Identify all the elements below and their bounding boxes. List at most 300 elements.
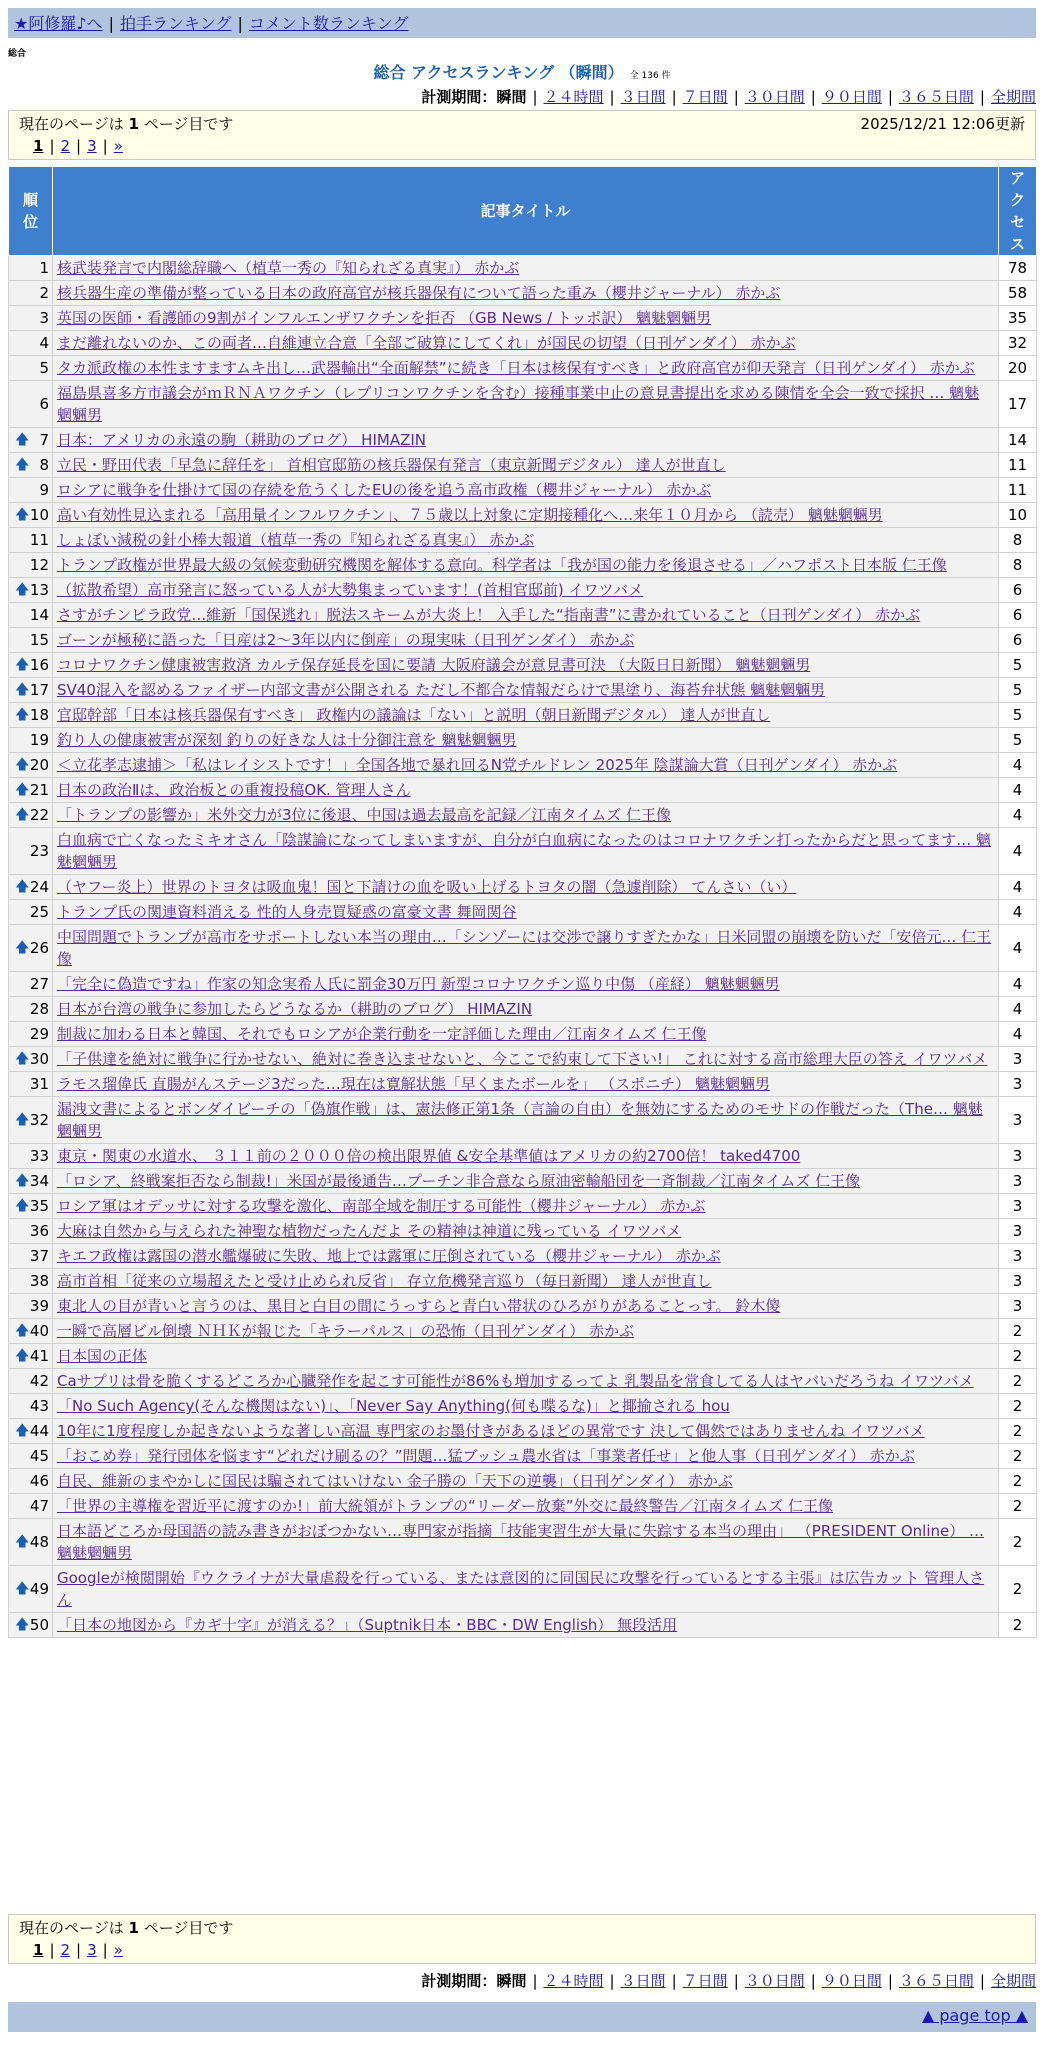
article-link[interactable]: ラモス瑠偉氏 直腸がんステージ3だった…現在は寛解状態「早くまたボールを」 （スポニチ） 魑魅魍魎男 — [57, 1075, 770, 1093]
table-row — [9, 1194, 1037, 1219]
access-count: 14 — [999, 428, 1037, 453]
page-title: 総合 アクセスランキング （瞬間） — [373, 63, 624, 82]
title-cell — [53, 1144, 999, 1169]
rank-number: 13 — [29, 581, 49, 599]
arrow-up-icon: 🡅 — [15, 1112, 30, 1128]
rank-cell — [9, 453, 53, 478]
rank-number: 23 — [29, 842, 49, 860]
period-option-link[interactable]: ３日間 — [620, 1972, 666, 1990]
table-row — [9, 778, 1037, 803]
title-cell — [53, 281, 999, 306]
access-count: 3 — [999, 1269, 1037, 1294]
article-link[interactable]: キエフ政権は露国の潜水艦爆破に失敗、地上では露軍に圧倒されている（櫻井ジャーナル） 赤かぶ — [57, 1247, 721, 1265]
arrow-up-icon: 🡅 — [15, 879, 30, 895]
rank-number: 45 — [29, 1447, 49, 1465]
period-option-link[interactable]: ３０日間 — [744, 88, 805, 106]
article-link[interactable]: 「おこめ券」発行団体を悩ます“どれだけ刷るの？”問題…猛ブッシュ農水省は「事業者任せ」と他人事（日刊ゲンダイ） 赤かぶ — [57, 1447, 915, 1465]
table-row — [9, 603, 1037, 628]
period-separator: | — [532, 1972, 538, 1990]
period-option-link[interactable]: ３６５日間 — [898, 1972, 974, 1990]
nav-separator: | — [108, 14, 114, 33]
arrow-up-icon: 🡅 — [15, 507, 30, 523]
title-cell — [53, 1072, 999, 1097]
access-count: 3 — [999, 1072, 1037, 1097]
article-link[interactable]: しょぼい減税の針小棒大報道（植草一秀の『知られざる真実』） 赤かぶ — [57, 531, 535, 549]
article-link[interactable]: ゴーンが極秘に語った「日産は2～3年以内に倒産」の現実味（日刊ゲンダイ） 赤かぶ — [57, 631, 635, 649]
table-row — [9, 1244, 1037, 1269]
arrow-up-icon: 🡅 — [15, 757, 30, 773]
access-count: 8 — [999, 528, 1037, 553]
arrow-up-icon: 🡅 — [15, 1323, 30, 1339]
arrow-up-icon: 🡅 — [15, 457, 30, 473]
period-option-link[interactable]: ３６５日間 — [898, 88, 974, 106]
title-cell — [53, 1444, 999, 1469]
rank-cell — [9, 256, 53, 281]
title-cell — [53, 1419, 999, 1444]
period-option-link[interactable]: 全期間 — [990, 88, 1036, 106]
arrow-up-icon: 🡅 — [15, 707, 30, 723]
rank-cell — [9, 1444, 53, 1469]
article-link[interactable]: 一瞬で高層ビル倒壊 ＮＨＫが報じた「キラーパルス」の恐怖（日刊ゲンダイ） 赤かぶ — [57, 1322, 635, 1340]
article-link[interactable]: 釣り人の健康被害が深刻 釣りの好きな人は十分御注意を 魑魅魍魎男 — [57, 731, 517, 749]
rank-number: 30 — [29, 1050, 49, 1068]
title-cell — [53, 356, 999, 381]
period-option-link[interactable]: ３０日間 — [744, 1972, 805, 1990]
table-row — [9, 528, 1037, 553]
table-row — [9, 306, 1037, 331]
article-link[interactable]: 高い有効性見込まれる「高用量インフルワクチン」、７５歳以上対象に定期接種化へ…来年１０月から （読売） 魑魅魍魎男 — [57, 506, 883, 524]
table-row — [9, 753, 1037, 778]
article-link[interactable]: ロシア軍はオデッサに対する攻撃を激化、南部全域を制圧する可能性（櫻井ジャーナル） 赤かぶ — [57, 1197, 706, 1215]
article-link[interactable]: 自民、維新のまやかしに国民は騙されてはいけない 金子勝の「天下の逆襲」（日刊ゲンダイ） 赤かぶ — [57, 1472, 733, 1490]
rank-cell — [9, 553, 53, 578]
article-link[interactable]: 英国の医師・看護師の9割がインフルエンザワクチンを拒否 （GB News / トッポ訳） 魑魅魍魎男 — [57, 309, 712, 327]
category-label: 総合 — [8, 49, 27, 59]
page-current: 1 — [33, 1941, 44, 1959]
table-row — [9, 728, 1037, 753]
arrow-up-icon: 🡅 — [15, 782, 30, 798]
article-link[interactable]: 10年に1度程度しか起きないような著しい高温 専門家のお墨付きがあるほどの異常です 決して偶然ではありませんね イワツバメ — [57, 1422, 925, 1440]
article-link[interactable]: （ヤフー炎上）世界のトヨタは吸血鬼！国と下請けの血を吸い上げるトヨタの闇（急遽削除） てんさい（い） — [57, 878, 797, 896]
rank-cell — [9, 875, 53, 900]
table-row — [9, 1613, 1037, 1638]
access-count: 6 — [999, 603, 1037, 628]
rank-cell — [9, 428, 53, 453]
title-cell — [53, 1566, 999, 1613]
period-option-link[interactable]: ９０日間 — [821, 1972, 882, 1990]
rank-number: 44 — [29, 1422, 49, 1440]
article-link[interactable]: SV40混入を認めるファイザー内部文書が公開される ただし不都合な情報だらけで黒塗り、海苔弁状態 魑魅魍魎男 — [57, 681, 826, 699]
access-count: 3 — [999, 1194, 1037, 1219]
title-cell — [53, 1244, 999, 1269]
article-link[interactable]: まだ離れないのか、この両者…自維連立合意「全部ご破算にしてくれ」が国民の切望（日刊ゲンダイ） 赤かぶ — [57, 334, 796, 352]
rank-cell — [9, 972, 53, 997]
page-status-prefix: 現在のページは — [19, 115, 124, 133]
rank-cell — [9, 1194, 53, 1219]
table-row — [9, 553, 1037, 578]
arrow-up-icon: 🡅 — [15, 1051, 30, 1067]
table-row — [9, 1519, 1037, 1566]
title-cell — [53, 1344, 999, 1369]
access-count: 4 — [999, 1022, 1037, 1047]
rank-cell — [9, 1394, 53, 1419]
rank-number: 18 — [29, 706, 49, 724]
article-link[interactable]: トランプ政権が世界最大級の気候変動研究機関を解体する意向。科学者は「我が国の能力を後退させる」／ハフポスト日本版 仁王像 — [57, 556, 947, 574]
rank-number: 22 — [29, 806, 49, 824]
rank-cell — [9, 925, 53, 972]
table-row — [9, 828, 1037, 875]
rank-number: 12 — [29, 556, 49, 574]
rank-cell — [9, 356, 53, 381]
title-cell — [53, 603, 999, 628]
period-option-link[interactable]: 全期間 — [990, 1972, 1036, 1990]
access-count: 3 — [999, 1169, 1037, 1194]
rank-number: 11 — [29, 531, 49, 549]
title-cell — [53, 306, 999, 331]
title-cell — [53, 653, 999, 678]
ranking-heading — [0, 60, 1044, 83]
access-count: 4 — [999, 900, 1037, 925]
table-header-row — [9, 167, 1037, 256]
rank-cell — [9, 900, 53, 925]
article-link[interactable]: コロナワクチン健康被害救済 カルテ保存延長を国に要請 大阪府議会が意見書可決 （大阪日日新聞） 魑魅魍魎男 — [57, 656, 811, 674]
rank-number: 48 — [29, 1533, 49, 1551]
rank-cell — [9, 653, 53, 678]
page-link[interactable]: 3 — [87, 137, 97, 155]
rank-number: 46 — [29, 1472, 49, 1490]
page-link[interactable]: 2 — [60, 137, 71, 155]
pager-bottom — [8, 1914, 1036, 1964]
comment-ranking-link[interactable]: コメント数ランキング — [248, 14, 409, 33]
rank-number: 2 — [39, 284, 49, 302]
table-row — [9, 703, 1037, 728]
rank-cell — [9, 578, 53, 603]
access-count: 2 — [999, 1344, 1037, 1369]
title-cell — [53, 553, 999, 578]
article-link[interactable]: トランプ氏の関連資料消える 性的人身売買疑惑の富豪文書 舞岡関谷 — [57, 903, 517, 921]
table-row — [9, 1022, 1037, 1047]
title-cell — [53, 331, 999, 356]
next-page-link[interactable]: » — [113, 137, 123, 155]
article-link[interactable]: 「世界の主導権を習近平に渡すのか!」前大統領がトランプの“リーダー放棄”外交に最終警告／江南タイムズ 仁王像 — [57, 1497, 834, 1515]
article-link[interactable]: 「完全に偽造ですね」作家の知念実希人氏に罰金30万円 新型コロナワクチン巡り中傷 （産経） 魑魅魍魎男 — [57, 975, 780, 993]
period-option-link[interactable]: ３日間 — [620, 88, 666, 106]
next-page-link[interactable]: » — [113, 1941, 123, 1959]
rank-cell — [9, 1369, 53, 1394]
rank-number: 15 — [29, 631, 49, 649]
rank-cell — [9, 1419, 53, 1444]
article-link[interactable]: 大麻は自然から与えられた神聖な植物だったんだよ その精神は神道に残っている イワツバメ — [57, 1222, 682, 1240]
title-cell — [53, 1494, 999, 1519]
page-status-suffix: ページ目です — [143, 1919, 234, 1937]
article-link[interactable]: Caサプリは骨を脆くするどころか心臓発作を起こす可能性が86%も増加するってよ 乳製品を常食してる人はヤバいだろうね イワツバメ — [57, 1372, 974, 1390]
clap-ranking-link[interactable]: 拍手ランキング — [119, 14, 232, 33]
page-current: 1 — [33, 137, 44, 155]
access-count: 20 — [999, 356, 1037, 381]
rank-cell — [9, 1244, 53, 1269]
rank-cell — [9, 381, 53, 428]
period-option-link[interactable]: ２４時間 — [543, 88, 604, 106]
rank-cell — [9, 1469, 53, 1494]
article-link[interactable]: 日本語どころか母国語の読み書きがおぼつかない…専門家が指摘「技能実習生が大量に失踪する本当の理由」 （PRESIDENT Online） … 魑魅魍魎男 — [57, 1522, 984, 1562]
access-count: 3 — [999, 1144, 1037, 1169]
pagination — [19, 1939, 1025, 1961]
article-link[interactable]: 「日本の地図から『カギ十字』が消える？」（Suptnik日本・BBC・DW English） 無段活用 — [57, 1616, 678, 1634]
pager-status-row — [19, 113, 1025, 135]
table-row — [9, 256, 1037, 281]
page-status-number: 1 — [128, 1919, 139, 1937]
access-count: 8 — [999, 553, 1037, 578]
access-count: 4 — [999, 828, 1037, 875]
article-link[interactable]: ＜立花孝志逮捕＞「私はレイシストです！」全国各地で暴れ回るN党チルドレン 2025年 陰謀論大賞（日刊ゲンダイ） 赤かぶ — [57, 756, 898, 774]
rank-cell — [9, 1294, 53, 1319]
article-link[interactable]: 核兵器生産の準備が整っている日本の政府高官が核兵器保有について語った重み（櫻井ジャーナル） 赤かぶ — [57, 284, 781, 302]
title-cell — [53, 875, 999, 900]
article-link[interactable]: 「トランプの影響か」米外交力が3位に後退、中国は過去最高を記録／江南タイムズ 仁王像 — [57, 806, 672, 824]
arrow-up-icon: 🡅 — [15, 657, 30, 673]
rank-number: 47 — [29, 1497, 49, 1515]
page-status-prefix: 現在のページは — [19, 1919, 124, 1937]
access-count: 5 — [999, 703, 1037, 728]
title-cell — [53, 1319, 999, 1344]
title-cell — [53, 503, 999, 528]
article-link[interactable]: （拡散希望）高市発言に怒っている人が大勢集まっています！(首相官邸前) イワツバメ — [57, 581, 644, 599]
rank-number: 9 — [39, 481, 49, 499]
rank-number: 29 — [29, 1025, 49, 1043]
article-link[interactable]: 「No Such Agency(そんな機関はない)」、「Never Say Anything(何も喋るな)」と揶揄される hou — [57, 1397, 730, 1415]
rank-cell — [9, 503, 53, 528]
article-link[interactable]: ロシアに戦争を仕掛けて国の存続を危うくしたEUの後を追う高市政権（櫻井ジャーナル） 赤かぶ — [57, 481, 712, 499]
period-separator: | — [733, 1972, 739, 1990]
rank-cell — [9, 478, 53, 503]
period-separator: | — [810, 88, 816, 106]
home-link[interactable]: ★阿修羅♪へ — [14, 14, 103, 33]
access-count: 5 — [999, 678, 1037, 703]
rank-cell — [9, 1144, 53, 1169]
title-cell — [53, 778, 999, 803]
table-row — [9, 1494, 1037, 1519]
article-link[interactable]: 福島県喜多方市議会がｍＲＮＡワクチン（レプリコンワクチンを含む）接種事業中止の意見書提出を求める陳情を全会一致で採択 … 魑魅魍魎男 — [57, 384, 980, 424]
rank-number: 50 — [29, 1616, 49, 1634]
article-link[interactable]: Googleが検閲開始『ウクライナが大量虐殺を行っている、または意図的に同国民に攻撃を行っているとする主張』は広告カット 管理人さん — [57, 1569, 985, 1609]
table-row — [9, 972, 1037, 997]
page-top-link[interactable]: ▲ page top ▲ — [921, 2006, 1028, 2025]
page-link[interactable]: 2 — [60, 1941, 71, 1959]
table-row — [9, 1294, 1037, 1319]
title-cell — [53, 1613, 999, 1638]
rank-number: 4 — [39, 334, 49, 352]
period-separator: | — [733, 88, 739, 106]
access-count: 2 — [999, 1566, 1037, 1613]
rank-number: 36 — [29, 1222, 49, 1240]
rank-number: 21 — [29, 781, 49, 799]
article-link[interactable]: 白血病で亡くなったミキオさん「陰謀論になってしまいますが、自分が白血病になったのはコロナワクチン打ったからだと思ってます… 魑魅魍魎男 — [57, 831, 992, 871]
article-link[interactable]: 「子供達を絶対に戦争に行かせない、絶対に巻き込ませないと、今ここで約束して下さい!」 これに対する高市総理大臣の答え イワツバメ — [57, 1050, 988, 1068]
page-separator: | — [49, 1941, 55, 1959]
rank-number: 34 — [29, 1172, 49, 1190]
access-count: 11 — [999, 478, 1037, 503]
article-link[interactable]: 日本が台湾の戦争に参加したらどうなるか（耕助のブログ） HIMAZIN — [57, 1000, 533, 1018]
period-separator: | — [979, 1972, 985, 1990]
rank-number: 17 — [29, 681, 49, 699]
rank-number: 39 — [29, 1297, 49, 1315]
rank-header: 順位 — [9, 167, 53, 256]
access-count: 2 — [999, 1394, 1037, 1419]
rank-number: 31 — [29, 1075, 49, 1093]
nav-separator: | — [237, 14, 243, 33]
title-cell — [53, 1047, 999, 1072]
access-count: 2 — [999, 1319, 1037, 1344]
rank-cell — [9, 528, 53, 553]
page-status — [19, 1917, 233, 1939]
total-count: 全 136 件 — [629, 71, 671, 81]
table-row — [9, 428, 1037, 453]
ranking-table — [8, 166, 1037, 1638]
article-link[interactable]: 立民・野田代表「早急に辞任を」 首相官邸筋の核兵器保有発言（東京新聞デジタル） 達人が世直し — [57, 456, 726, 474]
article-link[interactable]: 東北人の目が青いと言うのは、黒目と白目の間にうっすらと青白い帯状のひろがりがあることっす。 鈴木傻 — [57, 1297, 781, 1315]
table-row — [9, 1566, 1037, 1613]
period-label: 計測期間： — [421, 88, 497, 106]
article-link[interactable]: 日本：アメリカの永遠の駒（耕助のブログ） HIMAZIN — [57, 431, 426, 449]
rank-number: 43 — [29, 1397, 49, 1415]
table-row — [9, 1394, 1037, 1419]
period-selector-bottom — [421, 1970, 1036, 1991]
rank-cell — [9, 1519, 53, 1566]
period-selector-top — [421, 86, 1036, 107]
access-count: 2 — [999, 1494, 1037, 1519]
arrow-up-icon: 🡅 — [15, 1617, 30, 1633]
article-link[interactable]: 制裁に加わる日本と韓国、それでもロシアが企業行動を一定評価した理由／江南タイムズ 仁王像 — [57, 1025, 707, 1043]
table-row — [9, 1269, 1037, 1294]
footer-bar — [8, 2002, 1036, 2032]
period-separator: | — [609, 88, 615, 106]
title-cell — [53, 753, 999, 778]
period-separator: | — [671, 88, 677, 106]
title-cell — [53, 803, 999, 828]
rank-number: 40 — [29, 1322, 49, 1340]
table-row — [9, 678, 1037, 703]
arrow-up-icon: 🡅 — [15, 807, 30, 823]
access-count: 17 — [999, 381, 1037, 428]
period-option-link[interactable]: ７日間 — [682, 1972, 728, 1990]
title-cell — [53, 478, 999, 503]
table-row — [9, 381, 1037, 428]
table-row — [9, 1419, 1037, 1444]
title-cell — [53, 925, 999, 972]
table-row — [9, 1072, 1037, 1097]
title-cell — [53, 1169, 999, 1194]
access-count: 4 — [999, 997, 1037, 1022]
article-link[interactable]: 日本の政治Ⅱは、政治板との重複投稿OK. 管理人さん — [57, 781, 411, 799]
period-option-link[interactable]: ２４時間 — [543, 1972, 604, 1990]
rank-number: 10 — [29, 506, 49, 524]
title-cell — [53, 900, 999, 925]
rank-cell — [9, 1269, 53, 1294]
rank-cell — [9, 1022, 53, 1047]
article-link[interactable]: 高市首相「従来の立場超えたと受け止められ反省」 存立危機発言巡り（毎日新聞） 達人が世直し — [57, 1272, 712, 1290]
rank-cell — [9, 728, 53, 753]
period-option-link[interactable]: ９０日間 — [821, 88, 882, 106]
rank-number: 1 — [39, 259, 49, 277]
rank-number: 33 — [29, 1147, 49, 1165]
period-separator: | — [887, 88, 893, 106]
rank-number: 49 — [29, 1580, 49, 1598]
access-count: 3 — [999, 1219, 1037, 1244]
top-nav-bar — [8, 8, 1036, 38]
table-row — [9, 1319, 1037, 1344]
title-cell — [53, 428, 999, 453]
updated-timestamp: 2025/12/21 12:06更新 — [860, 115, 1025, 133]
rank-cell — [9, 1047, 53, 1072]
table-row — [9, 1344, 1037, 1369]
access-count: 2 — [999, 1469, 1037, 1494]
page-status — [19, 113, 233, 135]
rank-number: 27 — [29, 975, 49, 993]
table-row — [9, 628, 1037, 653]
page-separator: | — [49, 137, 55, 155]
article-link[interactable]: 東京・関東の水道水、 ３１１前の２０００倍の検出限界値 &安全基準値はアメリカの約2700倍！ taked4700 — [57, 1147, 801, 1165]
article-link[interactable]: 核武装発言で内閣総辞職へ（植草一秀の『知られざる真実』） 赤かぶ — [57, 259, 520, 277]
table-row — [9, 900, 1037, 925]
access-count: 3 — [999, 1097, 1037, 1144]
rank-number: 5 — [39, 359, 49, 377]
table-row — [9, 503, 1037, 528]
rank-number: 24 — [29, 878, 49, 896]
rank-cell — [9, 703, 53, 728]
table-row — [9, 997, 1037, 1022]
rank-number: 41 — [29, 1347, 49, 1365]
page-separator: | — [102, 137, 108, 155]
access-count: 4 — [999, 803, 1037, 828]
access-count: 2 — [999, 1613, 1037, 1638]
rank-cell — [9, 1319, 53, 1344]
article-link[interactable]: 「ロシア、終戦案拒否なら制裁!」米国が最後通告…プーチン非合意なら原油密輸船団を一斉制裁／江南タイムズ 仁王像 — [57, 1172, 861, 1190]
article-link[interactable]: 日本国の正体 — [57, 1347, 148, 1365]
article-link[interactable]: 漏洩文書によるとボンダイビーチの「偽旗作戦」は、憲法修正第1条（言論の自由）を無効にするためのモサドの作戦だった（The… 魑魅魍魎男 — [57, 1100, 983, 1140]
table-row — [9, 1469, 1037, 1494]
arrow-up-icon: 🡅 — [15, 582, 30, 598]
article-link[interactable]: 官邸幹部「日本は核兵器保有すべき」 政権内の議論は「ない」と説明（朝日新聞デジタル） 達人が世直し — [57, 706, 771, 724]
access-count: 35 — [999, 306, 1037, 331]
table-row — [9, 578, 1037, 603]
page-link[interactable]: 3 — [87, 1941, 97, 1959]
period-separator: | — [979, 88, 985, 106]
access-header: アクセス — [999, 167, 1037, 256]
title-cell — [53, 256, 999, 281]
period-current: 瞬間 — [496, 1972, 527, 1990]
access-count: 4 — [999, 925, 1037, 972]
title-cell — [53, 381, 999, 428]
article-link[interactable]: タカ派政権の本性ますますムキ出し…武器輸出“全面解禁”に続き「日本は核保有すべき」と政府高官が仰天発言（日刊ゲンダイ） 赤かぶ — [57, 359, 975, 377]
rank-cell — [9, 603, 53, 628]
access-count: 2 — [999, 1369, 1037, 1394]
title-cell — [53, 1022, 999, 1047]
rank-number: 28 — [29, 1000, 49, 1018]
access-count: 4 — [999, 875, 1037, 900]
rank-cell — [9, 1494, 53, 1519]
arrow-up-icon: 🡅 — [15, 1348, 30, 1364]
title-cell — [53, 1394, 999, 1419]
article-link[interactable]: さすがチンピラ政党…維新「国保逃れ」脱法スキームが大炎上！ 入手した“指南書”に書かれていること（日刊ゲンダイ） 赤かぶ — [57, 606, 921, 624]
period-option-link[interactable]: ７日間 — [682, 88, 728, 106]
article-link[interactable]: 中国問題でトランプが高市をサポートしない本当の理由…「シンゾーには交渉で譲りすぎたかな」日米同盟の崩壊を防いだ「安倍元… 仁王像 — [57, 928, 992, 968]
access-count: 5 — [999, 728, 1037, 753]
period-separator: | — [532, 88, 538, 106]
arrow-up-icon: 🡅 — [15, 432, 30, 448]
arrow-up-icon: 🡅 — [15, 1534, 30, 1550]
title-cell — [53, 1097, 999, 1144]
page-separator: | — [76, 137, 82, 155]
